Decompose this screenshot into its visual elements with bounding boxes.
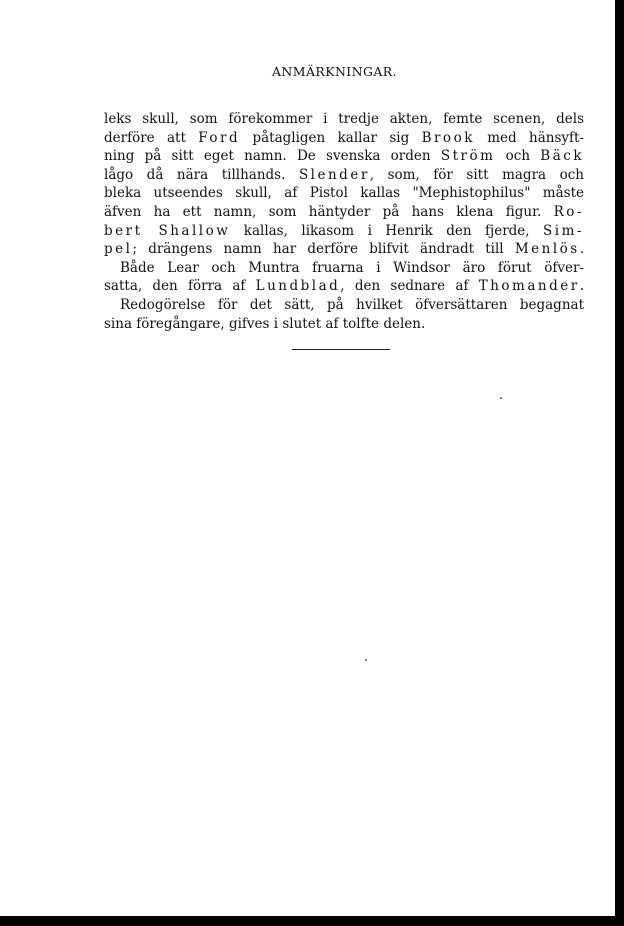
text-line: bert Shallow kallas, likasom i Henrik den fjerde, Sim- bbox=[104, 222, 584, 239]
spaced-name: bert Shallow bbox=[104, 222, 231, 239]
spaced-name: Sim- bbox=[543, 222, 584, 239]
section-divider bbox=[292, 349, 390, 350]
spaced-name: Lundblad bbox=[255, 278, 341, 295]
spaced-name: Ford bbox=[198, 129, 241, 146]
text-line: pel; drängens namn har derföre blifvit ändradt till Menlös. bbox=[104, 241, 584, 258]
scan-edge-right bbox=[615, 0, 624, 926]
running-head: ANMÄRKNINGAR. bbox=[272, 64, 397, 79]
spaced-name: Ro- bbox=[553, 203, 584, 220]
text-line: Redogörelse för det sätt, på hvilket öfversättaren begagnat bbox=[120, 296, 584, 313]
scan-speck bbox=[500, 397, 502, 399]
spaced-name: Menlös bbox=[514, 241, 580, 258]
text-line: Både Lear och Muntra fruarna i Windsor äro förut öfver- bbox=[120, 259, 584, 276]
spaced-name: Bäck bbox=[540, 148, 585, 165]
scan-edge-bottom bbox=[0, 916, 624, 926]
text-line: satta, den förra af Lundblad, den sednare af Thomander. bbox=[104, 278, 584, 295]
spaced-name: Thomander bbox=[478, 278, 580, 295]
body-text bbox=[104, 110, 584, 333]
text-line: bleka utseendes skull, af Pistol kallas "Mephistophilus" måste bbox=[104, 185, 584, 202]
spaced-name: Brook bbox=[421, 129, 475, 146]
spaced-name: pel bbox=[104, 241, 133, 258]
text-line: lågo då nära tillhands. Slender, som, för sitt magra och bbox=[104, 166, 584, 183]
text-line: äfven ha ett namn, som häntyder på hans klena figur. Ro- bbox=[104, 203, 584, 220]
spaced-name: Ström bbox=[440, 148, 496, 165]
text-line: leks skull, som förekommer i tredje akten, femte scenen, dels bbox=[104, 111, 584, 127]
text-line: sina föregångare, gifves i slutet af tolfte delen. bbox=[104, 315, 426, 332]
spaced-name: Slender bbox=[298, 166, 370, 183]
scan-speck bbox=[365, 659, 367, 661]
text-line: derföre att Ford påtagligen kallar sig Brook med hänsyft- bbox=[104, 129, 584, 146]
text-line: ning på sitt eget namn. De svenska orden Ström och Bäck bbox=[104, 148, 585, 165]
